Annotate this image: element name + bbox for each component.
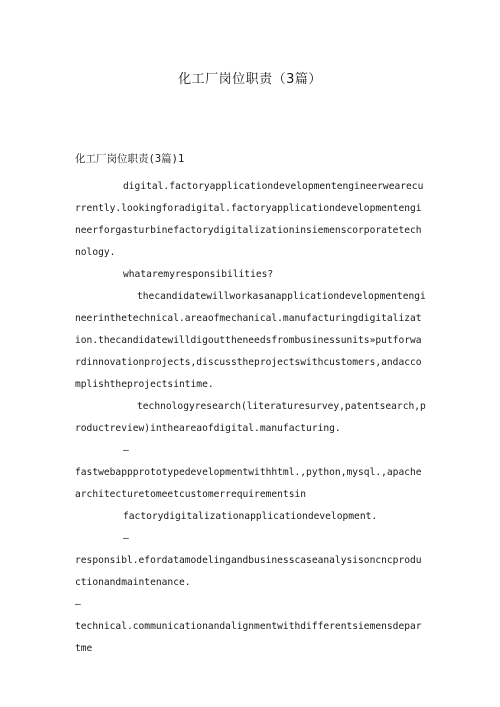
paragraph: technologyresearch(literaturesurvey,patentsearch,productreview)intheareaofdigital.manufacturing. [75,401,426,434]
paragraph: whataremyresponsibilities? [123,269,274,280]
paragraph: technical.communicationandalignmentwithdifferentsiemensdepartme [75,621,422,654]
paragraph: thecandidatewillworkasanapplicationdevelopmentengineerinthetechnical.areaofmechanical.manufacturingdigitalization.thecandidatewilldigouttheneedsfrombusinessunits»putforwardinnovationprojects,discusstheprojectswithcustomers,andaccomplishtheprojectsintime. [75,291,426,390]
paragraph: – [123,533,129,544]
document-body [75,176,427,660]
paragraph: fastwebappprototypedevelopmentwithhtml.,python,mysql.,apachearchitecturetomeetcustomerrequirementsin [75,467,422,500]
paragraph: responsibl.efordatamodelingandbusinesscaseanalysisoncncproductionandmaintenance. [75,555,422,588]
document-subtitle: 化工厂岗位职责(3篇)1 [75,153,185,165]
paragraph: factorydigitalizationapplicationdevelopment. [123,511,378,522]
paragraph: – [75,599,81,610]
paragraph: digital.factoryapplicationdevelopmentengineerwearecurrently.lookingforadigital.factoryapplicationdevelopmentengineerforgasturbinefactorydigitalizationinsiemenscorporatetechnology. [75,181,424,258]
paragraph: – [123,445,129,456]
document-title: 化工厂岗位职责（3篇） [178,72,322,87]
